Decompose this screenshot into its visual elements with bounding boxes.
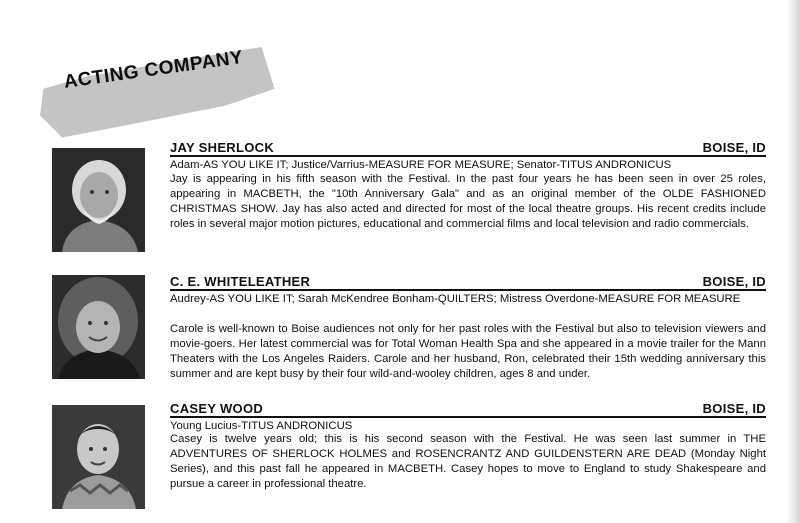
actor-bio: Casey is twelve years old; this is his second season with the Festival. He was seen last summer in THE ADVENTURES OF SHERLOCK HOLMES and ROSENCRANTZ AND GUILDENSTERN ARE DEAD (Monday Night Series), and this past fall he appeared in MACBETH. Casey hopes to move to England to study Shakespeare and pursue a career in professional theatre. <box>170 433 766 490</box>
actor-roles: Young Lucius-TITUS ANDRONICUS <box>170 420 353 432</box>
page-edge <box>786 0 800 523</box>
headshot-jay-sherlock <box>52 148 145 252</box>
actor-city: BOISE, ID <box>702 401 766 416</box>
actor-city: BOISE, ID <box>702 274 766 289</box>
section-title: ACTING COMPANY <box>62 46 245 93</box>
entry-header <box>170 139 766 157</box>
actor-roles: Audrey-AS YOU LIKE IT; Sarah McKendree Bonham-QUILTERS; Mistress Overdone-MEASURE FOR MEASURE <box>170 293 741 305</box>
actor-bio: Carole is well-known to Boise audiences not only for her past roles with the Festival but also to television viewers and movie-goers. Her latest commercial was for Total Woman Health Spa and she appeared in a movie trailer for the Mann Theaters with the Los Angeles Raiders. Carole and her husband, Ron, celebrated their 15th wedding anniversary this summer and are kept busy by their four wild-and-wooley children, ages 8 and under. <box>170 323 766 380</box>
actor-city: BOISE, ID <box>702 140 766 155</box>
actor-name: JAY SHERLOCK <box>170 140 275 155</box>
entry-header <box>170 400 766 418</box>
actor-roles: Adam-AS YOU LIKE IT; Justice/Varrius-MEASURE FOR MEASURE; Senator-TITUS ANDRONICUS <box>170 159 672 171</box>
actor-name: C. E. WHITELEATHER <box>170 274 311 289</box>
actor-name: CASEY WOOD <box>170 401 264 416</box>
headshot-ce-whiteleather <box>52 275 145 379</box>
entry-header <box>170 273 766 291</box>
actor-bio: Jay is appearing in his fifth season with the Festival. In the past four years he has been seen in over 25 roles, appearing in MACBETH, the "10th Anniversary Gala" and as an original member of the OLDE FASHIONED CHRISTMAS SHOW. Jay has also acted and directed for most of the local theatre groups. His recent credits include roles in several major motion pictures, educational and commercial films and local television and radio commercials. <box>170 173 766 230</box>
headshot-casey-wood <box>52 405 145 509</box>
